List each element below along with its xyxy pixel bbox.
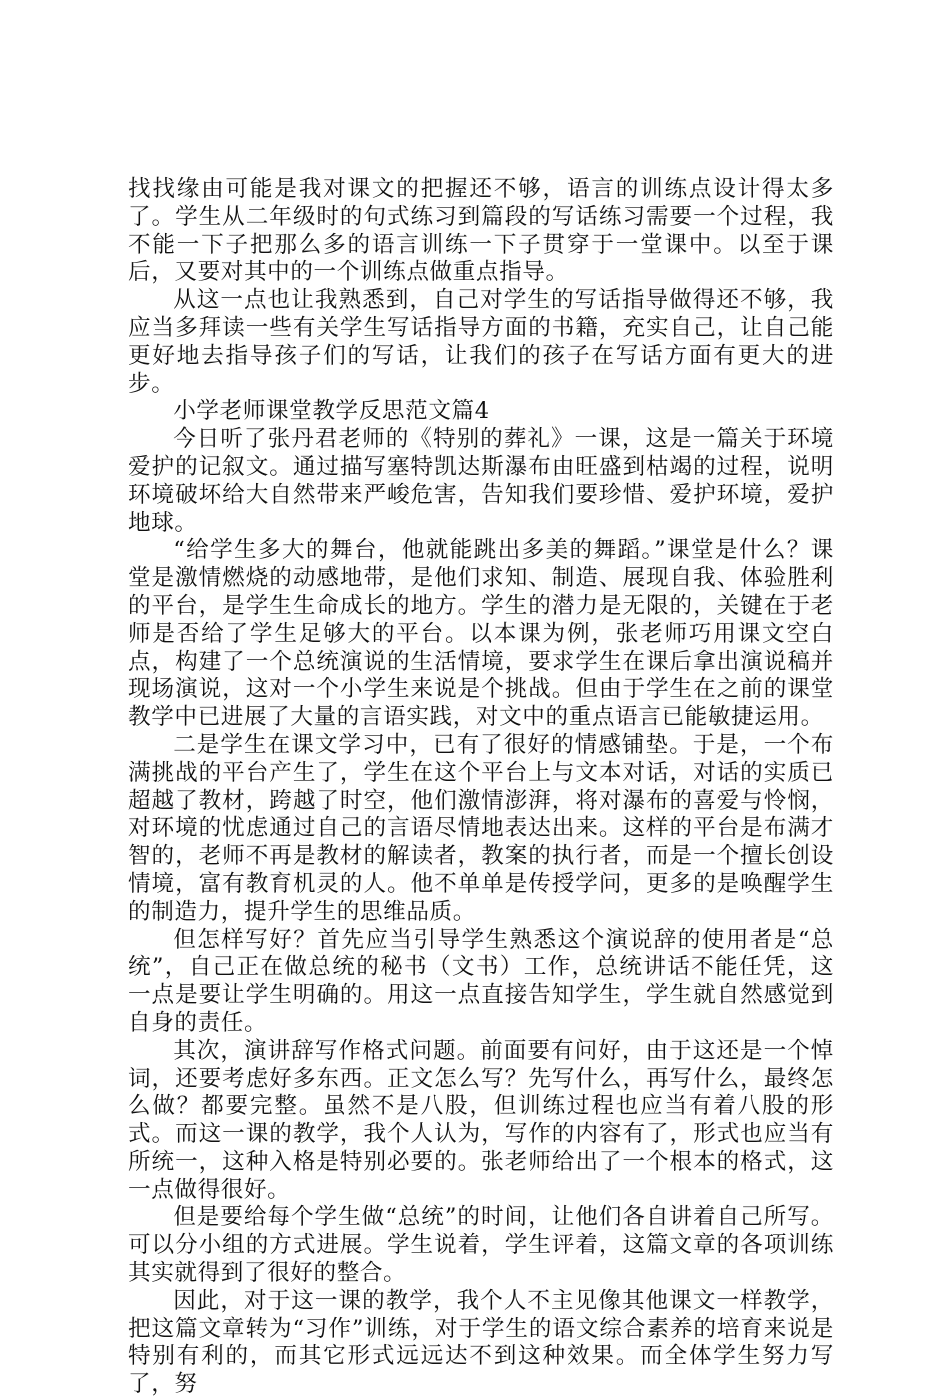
document-body	[128, 176, 834, 1399]
paragraph-3: 今日听了张丹君老师的《特别的葬礼》一课，这是一篇关于环境爱护的记叙文。通过描写塞特凯达斯瀑布由旺盛到枯竭的过程，说明环境破坏给大自然带来严峻危害，告知我们要珍惜、爱护环境，爱护地球。	[128, 426, 834, 536]
paragraph-7: 其次，演讲辞写作格式问题。前面要有问好，由于这还是一个悼词，还要考虑好多东西。正文怎么写？先写什么，再写什么，最终怎么做？都要完整。虽然不是八股，但训练过程也应当有着八股的形式。而这一课的教学，我个人认为，写作的内容有了，形式也应当有所统一，这种入格是特别必要的。张老师给出了一个根本的格式，这一点做得很好。	[128, 1037, 834, 1203]
paragraph-4: “给学生多大的舞台，他就能跳出多美的舞蹈。”课堂是什么？课堂是激情燃烧的动感地带，是他们求知、制造、展现自我、体验胜利的平台，是学生生命成长的地方。学生的潜力是无限的，关键在于老师是否给了学生足够大的平台。以本课为例，张老师巧用课文空白点，构建了一个总统演说的生活情境，要求学生在课后拿出演说稿并现场演说，这对一个小学生来说是个挑战。但由于学生在之前的课堂教学中已进展了大量的言语实践，对文中的重点语言已能敏捷运用。	[128, 537, 834, 731]
paragraph-8: 但是要给每个学生做“总统”的时间，让他们各自讲着自己所写。可以分小组的方式进展。学生说着，学生评着，这篇文章的各项训练其实就得到了很好的整合。	[128, 1204, 834, 1287]
paragraph-6: 但怎样写好？首先应当引导学生熟悉这个演说辞的使用者是“总统”，自己正在做总统的秘书（文书）工作，总统讲话不能任凭，这一点是要让学生明确的。用这一点直接告知学生，学生就自然感觉到自身的责任。	[128, 926, 834, 1036]
paragraph-2: 从这一点也让我熟悉到，自己对学生的写话指导做得还不够，我应当多拜读一些有关学生写话指导方面的书籍，充实自己，让自己能更好地去指导孩子们的写话，让我们的孩子在写话方面有更大的进步。	[128, 287, 834, 397]
section-heading: 小学老师课堂教学反思范文篇4	[173, 398, 490, 425]
paragraph-5: 二是学生在课文学习中，已有了很好的情感铺垫。于是，一个布满挑战的平台产生了，学生在这个平台上与文本对话，对话的实质已超越了教材，跨越了时空，他们激情澎湃，将对瀑布的喜爱与怜悯，对环境的忧虑通过自己的言语尽情地表达出来。这样的平台是布满才智的，老师不再是教材的解读者，教案的执行者，而是一个擅长创设情境，富有教育机灵的人。他不单单是传授学问，更多的是唤醒学生的制造力，提升学生的思维品质。	[128, 731, 834, 925]
paragraph-9: 因此，对于这一课的教学，我个人不主见像其他课文一样教学，把这篇文章转为“习作”训练，对于学生的语文综合素养的培育来说是特别有利的，而其它形式远远达不到这种效果。而全体学生努力写了，努	[128, 1287, 834, 1398]
paragraph-1: 找找缘由可能是我对课文的把握还不够，语言的训练点设计得太多了。学生从二年级时的句式练习到篇段的写话练习需要一个过程，我不能一下子把那么多的语言训练一下子贯穿于一堂课中。以至于课后，又要对其中的一个训练点做重点指导。	[128, 176, 834, 286]
